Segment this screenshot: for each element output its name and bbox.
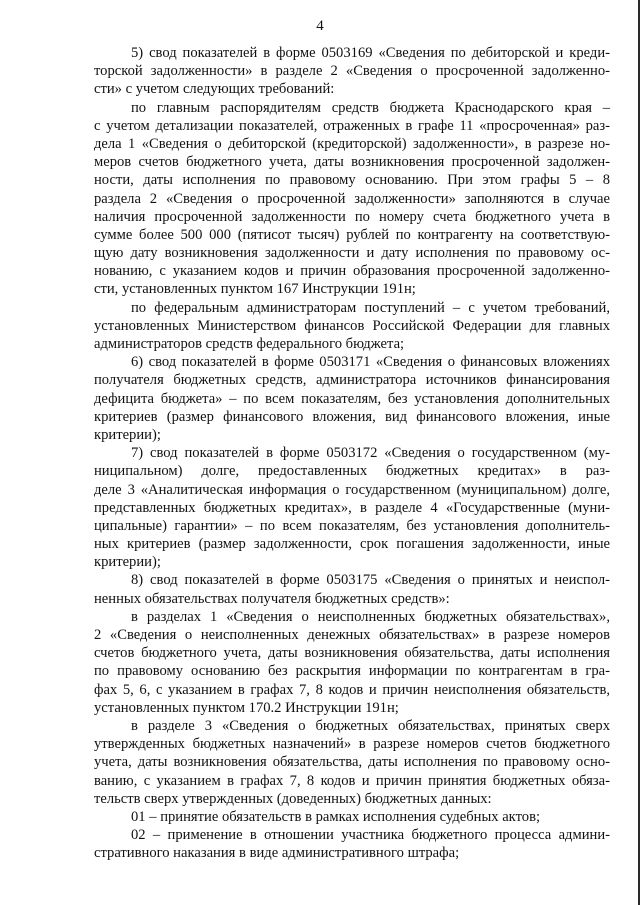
page-number: 4 [316, 18, 324, 34]
text-line: 5) свод показателей в форме 0503169 «Сведения по дебиторской и креди- [131, 45, 610, 61]
text-line: 6) свод показателей в форме 0503171 «Сведения о финансовых вложениях [131, 354, 610, 371]
text-line: по правовому основанию без раскрытия информации по контрагентам в гра- [94, 663, 610, 680]
text-line: сти, установленных пунктом 167 Инструкции 191н; [94, 281, 416, 298]
text-line: критерии); [94, 426, 161, 443]
text-line: дела 1 «Сведения о дебиторской (кредиторской) задолженности», в разрезе но- [94, 135, 610, 152]
text-line: по федеральным администраторам поступлений – с учетом требований, [131, 299, 610, 316]
text-line: торской задолженности» в разделе 2 «Сведения о просроченной задолженно- [94, 63, 610, 80]
text-line: ненных обязательствах получателя бюджетных средств»: [94, 590, 450, 607]
text-line: утвержденных бюджетных назначений» в разрезе номеров счетов бюджетного [94, 736, 610, 753]
text-line: меров счетов бюджетного учета, даты возникновения просроченной задолжен- [94, 154, 610, 171]
text-line: 8) свод показателей в форме 0503175 «Сведения о принятых и неиспол- [131, 572, 610, 589]
text-line: получателя бюджетных средств, администратора источников финансирования [94, 372, 610, 389]
text-line: щую дату возникновения задолженности и дату исполнения по правовому ос- [94, 245, 610, 262]
text-line: тельств сверх утвержденных (доведенных) бюджетных данных: [94, 790, 492, 807]
document-body [94, 44, 610, 862]
text-line: ных критериев (размер задолженности, срок погашения задолженности, иные [94, 536, 610, 553]
text-line: ности, даты исполнения по правовому основанию. При этом графы 5 – 8 [94, 172, 610, 189]
text-line: стративного наказания в виде административного штрафа; [94, 845, 460, 862]
text-line: раздела 2 «Сведения о просроченной задолженности» заполняются в случае [94, 190, 610, 207]
text-line: фах 5, 6, с указанием в графах 7, 8 кодов и причин неисполнения обязательств, [94, 681, 610, 698]
text-line: 01 – принятие обязательств в рамках исполнения судебных актов; [131, 808, 541, 825]
text-line: учета, даты возникновения обязательства, даты исполнения по правовому осно- [94, 754, 610, 771]
text-line: наличия просроченной задолженности по номеру счета бюджетного учета в [94, 208, 610, 225]
text-line: критерии); [94, 554, 161, 571]
text-line: ципальные) гарантии» – по всем показателям, без установления дополнитель- [94, 517, 610, 534]
text-line: деле 3 «Аналитическая информация о государственном (муниципальном) долге, [94, 481, 610, 498]
text-line: в разделах 1 «Сведения о неисполненных бюджетных обязательствах», [131, 608, 610, 625]
text-line: ниципальном) долге, предоставленных бюджетных кредитах» в раз- [94, 463, 610, 480]
text-line: установленных пунктом 170.2 Инструкции 191н; [94, 699, 399, 716]
text-line: установленных Министерством финансов Российской Федерации для главных [94, 317, 610, 334]
text-line: нованию, с указанием кодов и причин образования просроченной задолженно- [94, 263, 610, 280]
text-line: в разделе 3 «Сведения о бюджетных обязательствах, принятых сверх [131, 717, 610, 734]
text-line: критериев (размер финансового вложения, вид финансового вложения, иные [94, 408, 610, 425]
text-line: представленных бюджетных кредитах», в разделе 4 «Государственные (муни- [94, 499, 610, 516]
text-line: 2 «Сведения о неисполненных денежных обязательствах» в разрезе номеров [94, 627, 610, 643]
text-line: администраторов средств федерального бюджета; [94, 336, 405, 352]
text-line: с учетом детализации показателей, отраженных в графе 11 «просроченная» раз- [94, 117, 610, 134]
text-line: дефицита бюджета» – по всем показателям, без установления дополнительных [94, 390, 610, 407]
text-line: по главным распорядителям средств бюджета Краснодарского края – [131, 99, 610, 116]
text-line: ванию, с указанием в графах 7, 8 кодов и причин принятия бюджетных обяза- [94, 772, 610, 789]
text-line: 7) свод показателей в форме 0503172 «Сведения о государственном (му- [131, 445, 610, 462]
text-line: 02 – применение в отношении участника бюджетного процесса админи- [131, 827, 610, 844]
text-line: сти» с учетом следующих требований: [94, 81, 335, 98]
text-line: счетов бюджетного учета, даты возникновения обязательства, даты исполнения [94, 645, 610, 662]
text-line: сумме более 500 000 (пятисот тысяч) рублей по контрагенту на соответствую- [94, 226, 610, 243]
